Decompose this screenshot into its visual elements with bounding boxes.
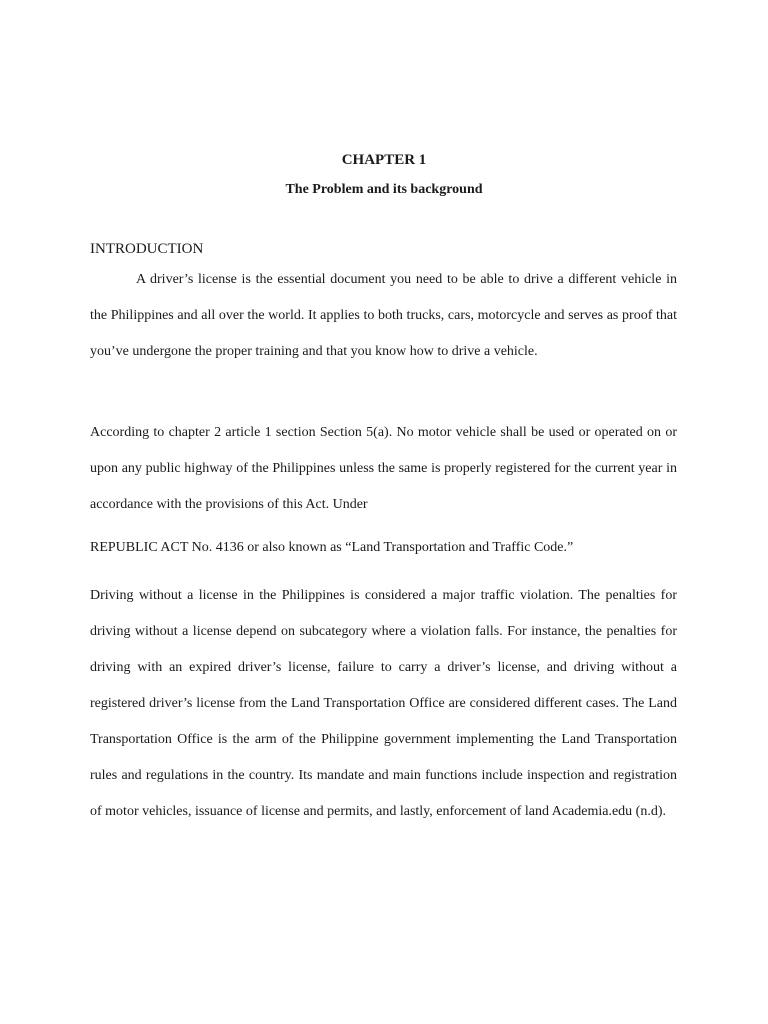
paragraph-section-5a: According to chapter 2 article 1 section Section 5(a). No motor vehicle shall be used or operated on or upon any public highway of the Philippines unless the same is properly registered for the current year in accordance with the provisions of this Act. Under — [90, 425, 677, 512]
section-heading: INTRODUCTION — [90, 241, 204, 257]
paragraph-republic-act: REPUBLIC ACT No. 4136 or also known as “Land Transportation and Traffic Code.” — [90, 540, 574, 555]
chapter-subtitle: The Problem and its background — [285, 182, 483, 197]
chapter-title: CHAPTER 1 — [341, 152, 427, 168]
paragraph-penalties: Driving without a license in the Philippines is considered a major traffic violation. The penalties for driving without a license depend on subcategory where a violation falls. For instance, the penalties for driving with an expired driver’s license, failure to carry a driver’s license, and driving without a registered driver’s license from the Land Transportation Office are considered different cases. The Land Transportation Office is the arm of the Philippine government implementing the Land Transportation rules and regulations in the country. Its mandate and main functions include inspection and registration of motor vehicles, issuance of license and permits, and lastly, enforcement of land Academia.edu (n.d). — [90, 588, 677, 819]
paragraph-intro: A driver’s license is the essential document you need to be able to drive a different vehicle in the Philippines and all over the world. It applies to both trucks, cars, motorcycle and serves as proof that you’ve undergone the proper training and that you know how to drive a vehicle. — [90, 272, 677, 359]
